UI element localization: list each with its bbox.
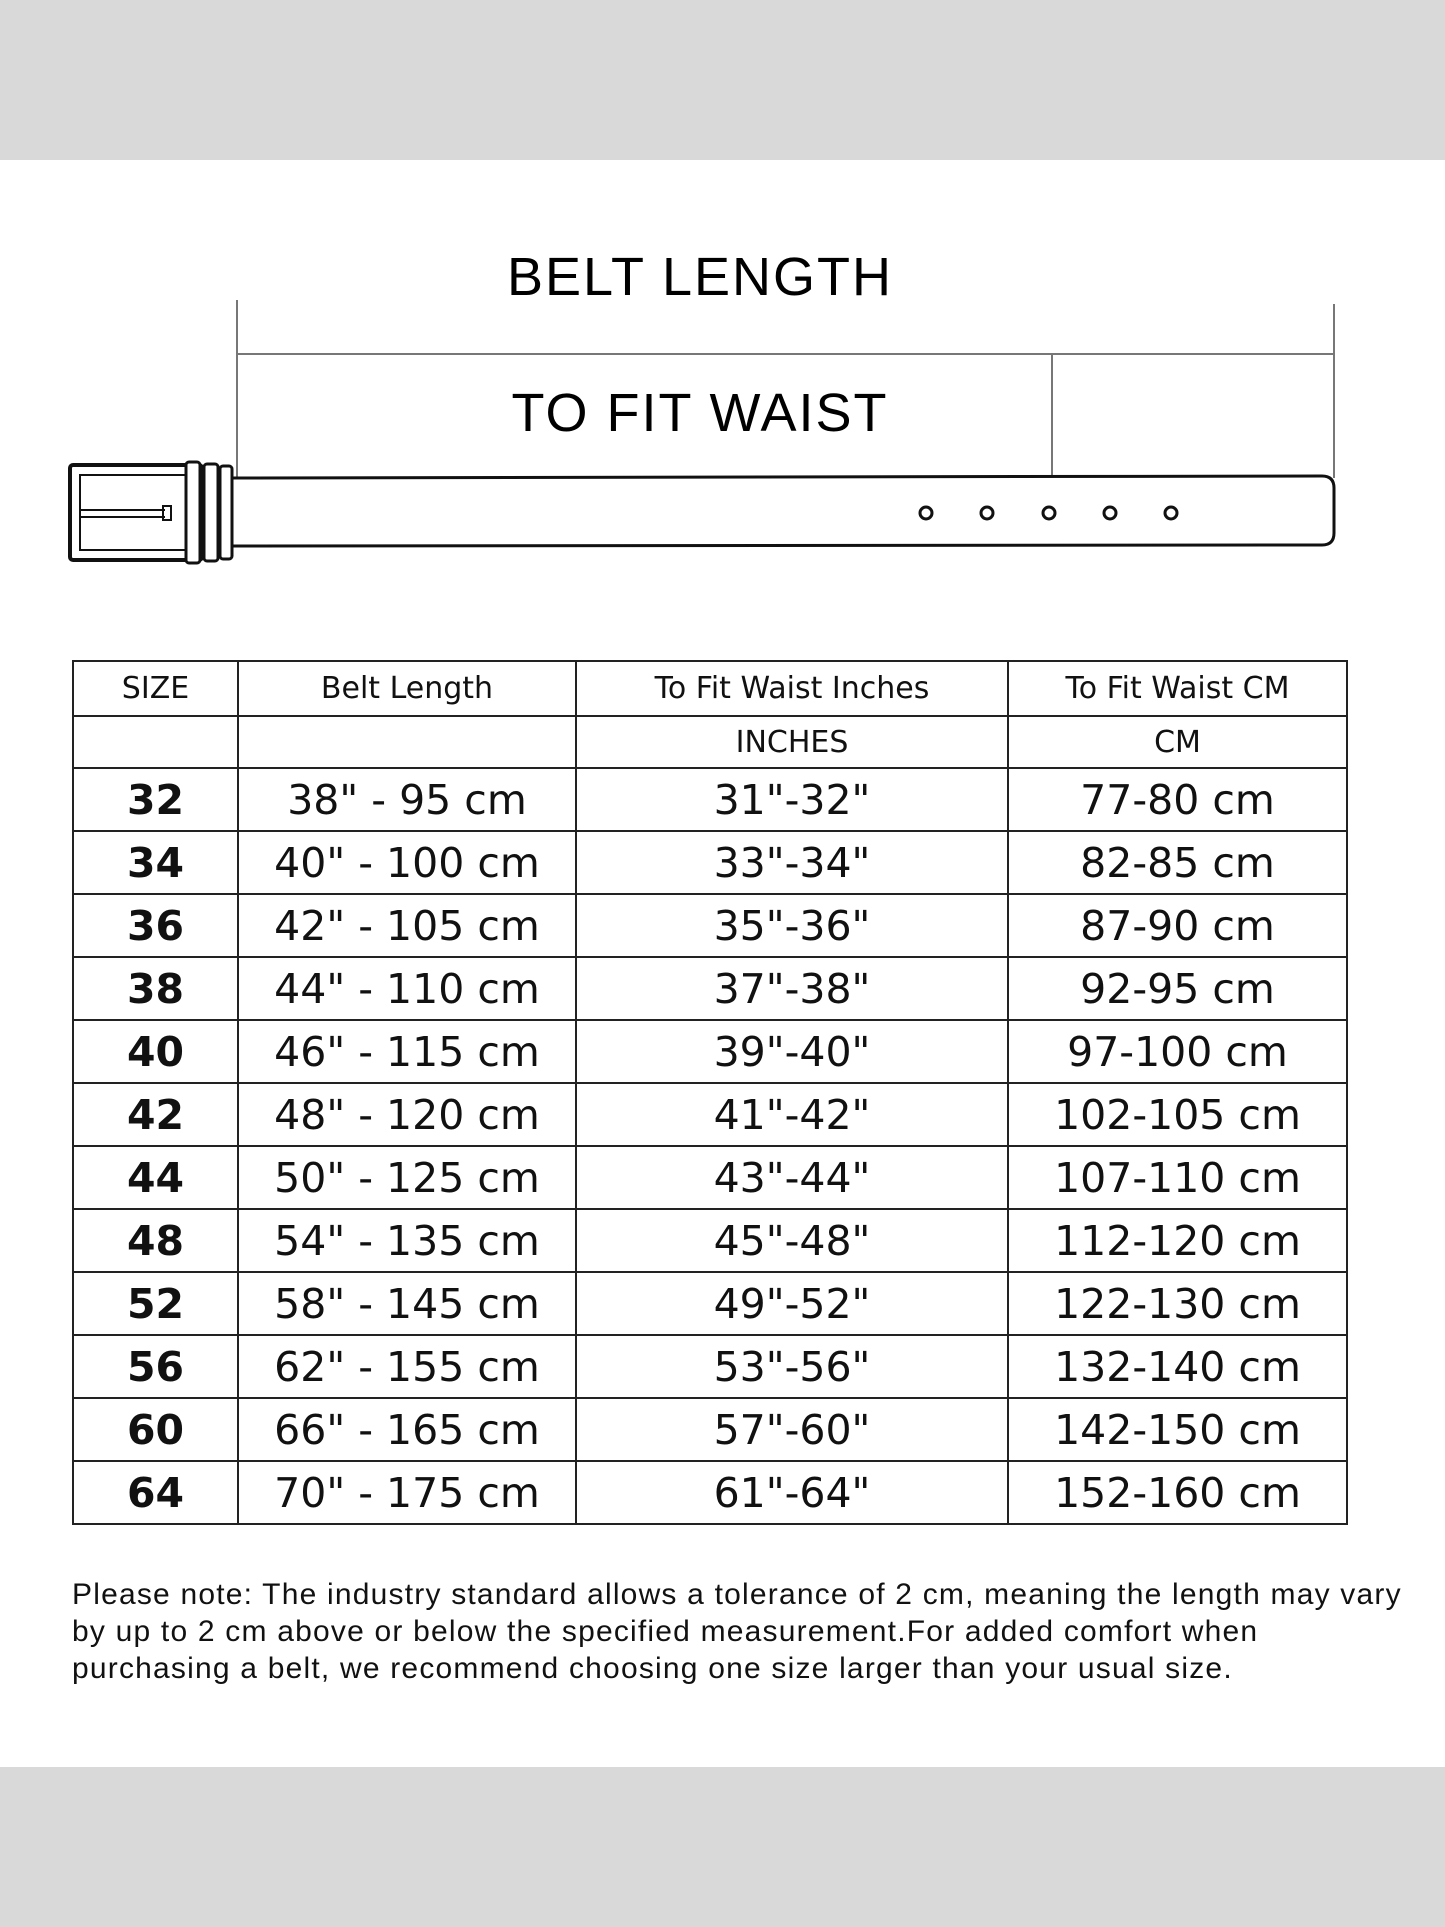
belt-length-cell: 42" - 105 cm: [238, 894, 576, 957]
belt-diagram: [0, 160, 1445, 620]
header-size: SIZE: [73, 661, 238, 716]
size-cell: 52: [73, 1272, 238, 1335]
size-cell: 42: [73, 1083, 238, 1146]
waist-cm-cell: 82-85 cm: [1008, 831, 1347, 894]
table-row: [73, 1398, 1347, 1461]
waist-cm-cell: 97-100 cm: [1008, 1020, 1347, 1083]
tolerance-note: Please note: The industry standard allows a tolerance of 2 cm, meaning the length may vary by up to 2 cm above or below the specified measurement.For added comfort when purchasing a belt, we recommend choosing one size larger than your usual size.: [72, 1578, 1402, 1685]
table-row: [73, 1209, 1347, 1272]
table-header-row: [73, 661, 1347, 716]
belt-hole: [1043, 507, 1055, 519]
header-waist-cm: To Fit Waist CM: [1008, 661, 1347, 716]
size-cell: 44: [73, 1146, 238, 1209]
table-row: [73, 1335, 1347, 1398]
size-cell: 32: [73, 768, 238, 831]
size-cell: 60: [73, 1398, 238, 1461]
belt-length-cell: 48" - 120 cm: [238, 1083, 576, 1146]
to-fit-waist-label: TO FIT WAIST: [511, 383, 889, 443]
table-row: [73, 957, 1347, 1020]
size-chart-sheet: [0, 160, 1445, 1767]
belt-hole: [1165, 507, 1177, 519]
belt-length-cell: 44" - 110 cm: [238, 957, 576, 1020]
waist-inches-cell: 39"-40": [576, 1020, 1008, 1083]
table-unit-row: [73, 716, 1347, 768]
waist-inches-cell: 33"-34": [576, 831, 1008, 894]
size-cell: 38: [73, 957, 238, 1020]
unit-waist-cm: CM: [1008, 716, 1347, 768]
belt-length-cell: 70" - 175 cm: [238, 1461, 576, 1524]
waist-cm-cell: 142-150 cm: [1008, 1398, 1347, 1461]
waist-inches-cell: 37"-38": [576, 957, 1008, 1020]
waist-cm-cell: 102-105 cm: [1008, 1083, 1347, 1146]
waist-inches-cell: 41"-42": [576, 1083, 1008, 1146]
waist-cm-cell: 132-140 cm: [1008, 1335, 1347, 1398]
size-cell: 40: [73, 1020, 238, 1083]
belt-hole: [1104, 507, 1116, 519]
size-cell: 56: [73, 1335, 238, 1398]
waist-cm-cell: 77-80 cm: [1008, 768, 1347, 831]
belt-length-cell: 50" - 125 cm: [238, 1146, 576, 1209]
waist-cm-cell: 122-130 cm: [1008, 1272, 1347, 1335]
belt-length-cell: 54" - 135 cm: [238, 1209, 576, 1272]
size-table: [72, 660, 1348, 1525]
belt-length-cell: 58" - 145 cm: [238, 1272, 576, 1335]
belt-hole: [920, 507, 932, 519]
belt-buckle-icon: [70, 462, 232, 563]
table-row: [73, 1461, 1347, 1524]
belt-length-cell: 62" - 155 cm: [238, 1335, 576, 1398]
header-waist-inches: To Fit Waist Inches: [576, 661, 1008, 716]
table-row: [73, 894, 1347, 957]
waist-inches-cell: 43"-44": [576, 1146, 1008, 1209]
belt-length-cell: 40" - 100 cm: [238, 831, 576, 894]
waist-inches-cell: 35"-36": [576, 894, 1008, 957]
size-cell: 34: [73, 831, 238, 894]
belt-length-cell: 66" - 165 cm: [238, 1398, 576, 1461]
belt-length-cell: 46" - 115 cm: [238, 1020, 576, 1083]
table-row: [73, 1272, 1347, 1335]
waist-inches-cell: 61"-64": [576, 1461, 1008, 1524]
table-row: [73, 768, 1347, 831]
size-cell: 64: [73, 1461, 238, 1524]
waist-cm-cell: 107-110 cm: [1008, 1146, 1347, 1209]
waist-inches-cell: 53"-56": [576, 1335, 1008, 1398]
waist-cm-cell: 112-120 cm: [1008, 1209, 1347, 1272]
size-cell: 48: [73, 1209, 238, 1272]
table-row: [73, 831, 1347, 894]
unit-waist-inches: INCHES: [576, 716, 1008, 768]
table-row: [73, 1083, 1347, 1146]
waist-inches-cell: 57"-60": [576, 1398, 1008, 1461]
waist-inches-cell: 31"-32": [576, 768, 1008, 831]
waist-cm-cell: 87-90 cm: [1008, 894, 1347, 957]
waist-inches-cell: 49"-52": [576, 1272, 1008, 1335]
size-cell: 36: [73, 894, 238, 957]
waist-cm-cell: 152-160 cm: [1008, 1461, 1347, 1524]
belt-hole: [981, 507, 993, 519]
waist-cm-cell: 92-95 cm: [1008, 957, 1347, 1020]
table-row: [73, 1020, 1347, 1083]
unit-size: [73, 716, 238, 768]
waist-inches-cell: 45"-48": [576, 1209, 1008, 1272]
belt-length-label: BELT LENGTH: [506, 247, 894, 307]
belt-length-cell: 38" - 95 cm: [238, 768, 576, 831]
table-row: [73, 1146, 1347, 1209]
header-belt-length: Belt Length: [238, 661, 576, 716]
unit-belt-length: [238, 716, 576, 768]
